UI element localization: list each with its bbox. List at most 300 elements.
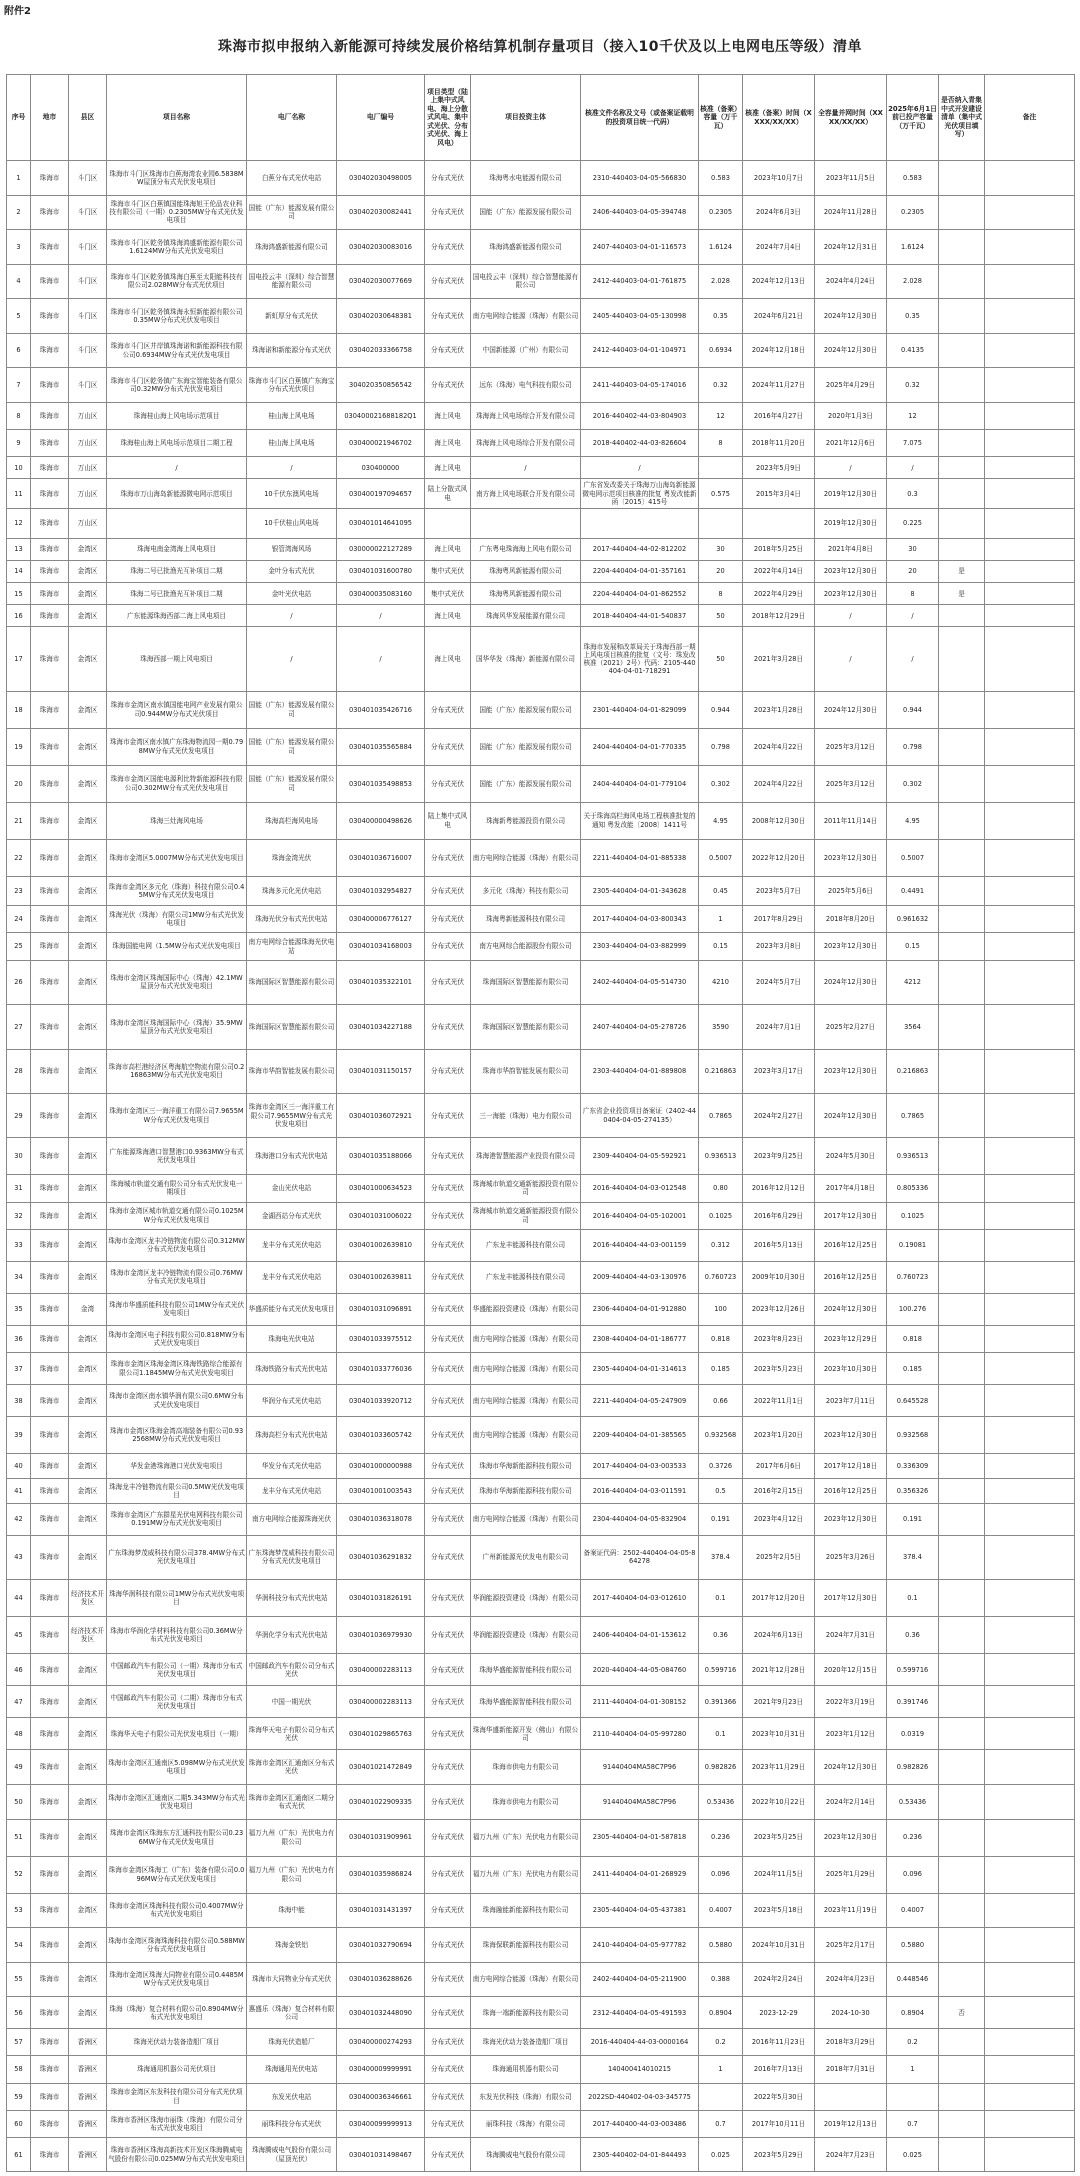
table-cell: 珠海市 xyxy=(31,1750,69,1785)
table-cell: 中国邮政汽车有限公司（二期）珠海市分布式光伏发电项目 xyxy=(107,1686,247,1718)
table-cell: 2024年4月22日 xyxy=(743,765,815,802)
table-cell: 珠海鸿盛新能源有限公司 xyxy=(247,230,337,265)
table-row xyxy=(7,1005,1075,1049)
table-cell: 2411-440403-04-05-174016 xyxy=(581,368,699,403)
table-cell xyxy=(939,933,985,960)
table-cell: 珠海市 xyxy=(31,605,69,627)
table-cell: 27 xyxy=(7,1005,31,1049)
table-cell: 珠海市 xyxy=(31,2056,69,2083)
table-cell: 珠海市 xyxy=(31,1617,69,1654)
table-cell xyxy=(985,429,1075,456)
table-cell: 2 xyxy=(7,195,31,230)
table-cell: 030400000 xyxy=(337,457,425,479)
table-cell: 分布式光伏 xyxy=(425,876,471,906)
table-cell xyxy=(985,1229,1075,1261)
table-cell: 白蕉分布式光伏电站 xyxy=(247,161,337,196)
table-cell: 2024年12月30日 xyxy=(815,299,887,334)
table-cell: 0.19081 xyxy=(887,1229,939,1261)
table-cell: 2018年3月29日 xyxy=(815,2029,887,2056)
table-cell: 0.312 xyxy=(699,1229,743,1261)
table-cell xyxy=(985,1784,1075,1819)
table-cell: 030401035188066 xyxy=(337,1138,425,1175)
table-cell: 珠海市金湾区汇通南区二期5.343MW分布式光伏发电项目 xyxy=(107,1784,247,1819)
table-cell: 10 xyxy=(7,457,31,479)
table-cell xyxy=(985,1293,1075,1325)
table-row xyxy=(7,333,1075,368)
table-cell: 91440404MA58C7P96 xyxy=(581,1784,699,1819)
table-cell: 金叶光伏电站 xyxy=(247,583,337,605)
table-cell: 2024年12月30日 xyxy=(815,333,887,368)
table-cell: 20 xyxy=(699,560,743,582)
table-cell: 珠海市金湾区汇通南区5.098MW分布式光伏发电项目 xyxy=(107,1750,247,1785)
table-cell: 珠海市 xyxy=(31,583,69,605)
table-cell: 斗门区 xyxy=(69,299,107,334)
table-cell: 珠海市金湾区珠海金湾区珠海铁路综合能源有限公司1.1845MW分布式光伏发电项目 xyxy=(107,1353,247,1385)
table-cell: 海上风电 xyxy=(425,457,471,479)
table-cell: 珠海市 xyxy=(31,560,69,582)
table-cell xyxy=(939,429,985,456)
table-cell: 3564 xyxy=(887,1005,939,1049)
table-cell: 2022年10月22日 xyxy=(743,1784,815,1819)
table-cell: 珠海市 xyxy=(31,765,69,802)
table-cell xyxy=(939,1005,985,1049)
table-cell: 42 xyxy=(7,1503,31,1535)
table-cell: 珠海市金湾区南水镇华润有限公司0.6MW分布式光伏发电项目 xyxy=(107,1385,247,1417)
table-cell: 2024年4月24日 xyxy=(815,264,887,299)
table-cell: 珠海市金湾区多元化（珠海）科技有限公司0.45MW分布式光伏发电项目 xyxy=(107,876,247,906)
table-cell: 2022年11月1日 xyxy=(743,1385,815,1417)
table-cell: 珠海市华韵智能发展有限公司 xyxy=(247,1049,337,1093)
table-cell: 0.583 xyxy=(699,161,743,196)
table-cell: 2023年5月9日 xyxy=(743,457,815,479)
table-cell: 1 xyxy=(699,2056,743,2083)
table-cell: 0.7865 xyxy=(699,1093,743,1137)
table-cell: 10千伏东澳风电场 xyxy=(247,479,337,509)
table-cell: 斗门区 xyxy=(69,161,107,196)
table-cell: 50 xyxy=(699,605,743,627)
table-cell: 2023年10月7日 xyxy=(743,161,815,196)
table-row xyxy=(7,1962,1075,1997)
table-cell: 7 xyxy=(7,368,31,403)
table-cell: 0.936513 xyxy=(887,1138,939,1175)
table-cell xyxy=(939,1535,985,1579)
table-cell: 珠海市 xyxy=(31,402,69,429)
table-cell xyxy=(985,333,1075,368)
table-cell: 珠海市斗门区井岸镇珠海诺和新能源科技有限公司0.6934MW分布式光伏发电项目 xyxy=(107,333,247,368)
table-cell: 2019年12月30日 xyxy=(815,479,887,509)
table-cell: 2016年4月27日 xyxy=(743,402,815,429)
table-cell: 华润能源投资建设（珠海）有限公司 xyxy=(471,1617,581,1654)
table-row xyxy=(7,1617,1075,1654)
table-cell: 珠海市 xyxy=(31,2029,69,2056)
table-cell: 2025年2月17日 xyxy=(815,1928,887,1963)
table-cell: 0.225 xyxy=(887,508,939,538)
table-row xyxy=(7,728,1075,765)
table-cell: 0.3726 xyxy=(699,1454,743,1479)
table-cell: 2016年12月12日 xyxy=(743,1175,815,1202)
table-cell: 分布式光伏 xyxy=(425,1229,471,1261)
table-cell: 珠海市 xyxy=(31,960,69,1004)
table-cell: 2407-440404-04-05-278726 xyxy=(581,1005,699,1049)
column-header: 全容量并网时间（XXXX/XX/XX） xyxy=(815,75,887,161)
table-cell xyxy=(985,627,1075,691)
table-cell: 珠海市金湾区电子科技有限公司0.818MW分布式光伏发电项目 xyxy=(107,1325,247,1352)
table-cell xyxy=(985,1718,1075,1750)
table-row xyxy=(7,195,1075,230)
table-cell: / xyxy=(815,605,887,627)
table-cell xyxy=(985,1325,1075,1352)
table-cell: 2024年2月24日 xyxy=(743,1962,815,1997)
table-row xyxy=(7,2029,1075,2056)
table-cell: 珠海市 xyxy=(31,906,69,933)
table-cell: 珠海一端新能源科技有限公司 xyxy=(471,1997,581,2029)
column-header: 核准文件名称及文号（或备案证载明的投资项目统一代码） xyxy=(581,75,699,161)
table-cell xyxy=(939,333,985,368)
table-row xyxy=(7,2137,1075,2172)
table-cell: 030401036288626 xyxy=(337,1962,425,1997)
table-cell: 030401033920712 xyxy=(337,1385,425,1417)
table-cell: 030401032954827 xyxy=(337,876,425,906)
table-row xyxy=(7,1138,1075,1175)
column-header: 2025年6月1日前已投产容量（万千瓦） xyxy=(887,75,939,161)
table-cell: 珠海腾威电气股份有限公司（屋顶光伏） xyxy=(247,2137,337,2172)
table-cell: 2023年12月30日 xyxy=(815,1049,887,1093)
table-cell: 2023年4月12日 xyxy=(743,1503,815,1535)
table-cell xyxy=(985,1138,1075,1175)
table-cell: 24 xyxy=(7,906,31,933)
table-cell: 华盛能源投资建设（珠海）有限公司 xyxy=(471,1293,581,1325)
table-cell: 香洲区 xyxy=(69,2110,107,2137)
table-cell: 珠海国际区智慧能源有限公司 xyxy=(247,1005,337,1049)
table-cell: 珠海市 xyxy=(31,538,69,560)
table-cell: 0.805336 xyxy=(887,1175,939,1202)
table-cell: 分布式光伏 xyxy=(425,2056,471,2083)
table-cell: 珠海市斗门区珠海市白蕉海湾农业园6.5838MW屋顶分布式光伏发电项目 xyxy=(107,161,247,196)
table-row xyxy=(7,627,1075,691)
table-row xyxy=(7,1202,1075,1229)
table-cell: 61 xyxy=(7,2137,31,2172)
table-cell xyxy=(699,457,743,479)
table-cell: 国电投云丰（深圳）综合智慧能源有限公司 xyxy=(471,264,581,299)
table-cell: 珠海金湾光伏 xyxy=(247,839,337,876)
table-cell: 2412-440403-04-01-761875 xyxy=(581,264,699,299)
table-cell: 珠海多元化光伏电站 xyxy=(247,876,337,906)
table-cell: 珠海市 xyxy=(31,1893,69,1928)
table-cell: 55 xyxy=(7,1962,31,1997)
table-cell: 金湾区 xyxy=(69,1784,107,1819)
table-cell: 2025年5月6日 xyxy=(815,876,887,906)
table-cell xyxy=(939,1928,985,1963)
table-cell: 广东珠海梦茂威科技有限公司378.4MW分布式光伏发电项目 xyxy=(107,1535,247,1579)
table-cell: 0.66 xyxy=(699,1385,743,1417)
table-cell: 030400002283113 xyxy=(337,1654,425,1686)
table-cell: 珠海市 xyxy=(31,299,69,334)
table-cell: 广东省企业投资项目备案证（2402-440404-04-05-274135） xyxy=(581,1093,699,1137)
table-cell: 39 xyxy=(7,1417,31,1454)
table-cell xyxy=(939,1478,985,1503)
table-cell: 桂山海上风电场 xyxy=(247,402,337,429)
table-cell: / xyxy=(581,457,699,479)
table-cell: 远东（珠海）电气科技有限公司 xyxy=(471,368,581,403)
table-cell xyxy=(939,1686,985,1718)
table-cell: 金湾区 xyxy=(69,802,107,839)
table-row xyxy=(7,508,1075,538)
table-cell: 12 xyxy=(699,402,743,429)
table-cell: 金湾区 xyxy=(69,1175,107,1202)
table-body xyxy=(7,161,1075,2172)
table-cell xyxy=(107,508,247,538)
table-cell xyxy=(939,2110,985,2137)
table-cell: 4210 xyxy=(699,960,743,1004)
table-cell: 030402030077669 xyxy=(337,264,425,299)
table-cell: 珠海城市轨道交通有限公司分布式光伏发电一期项目 xyxy=(107,1175,247,1202)
table-cell: 珠海市 xyxy=(31,264,69,299)
table-cell xyxy=(985,264,1075,299)
table-cell: 2023年9月25日 xyxy=(743,1138,815,1175)
table-cell: 6 xyxy=(7,333,31,368)
table-cell: 珠海电光伏电站 xyxy=(247,1325,337,1352)
table-cell: 金湾区 xyxy=(69,839,107,876)
table-cell: 40 xyxy=(7,1454,31,1479)
table-row xyxy=(7,479,1075,509)
table-cell: 7.075 xyxy=(887,429,939,456)
table-cell: 47 xyxy=(7,1686,31,1718)
table-cell: 2024年4月23日 xyxy=(815,1962,887,1997)
table-cell: 香洲区 xyxy=(69,2137,107,2172)
table-cell: 万山区 xyxy=(69,479,107,509)
table-cell xyxy=(985,1819,1075,1856)
table-cell: 珠海市 xyxy=(31,691,69,728)
table-cell xyxy=(985,508,1075,538)
table-cell xyxy=(425,508,471,538)
table-cell xyxy=(985,299,1075,334)
table-cell: 2305-440404-04-01-587818 xyxy=(581,1819,699,1856)
table-cell: 分布式光伏 xyxy=(425,1454,471,1479)
table-cell: 0.1 xyxy=(699,1718,743,1750)
table-cell: 陆上集中式风电 xyxy=(425,802,471,839)
table-cell: 珠海市 xyxy=(31,161,69,196)
table-cell: 斗门区 xyxy=(69,230,107,265)
table-row xyxy=(7,230,1075,265)
table-row xyxy=(7,560,1075,582)
table-cell: 国能（广东）能源发展有限公司 xyxy=(471,728,581,765)
table-cell: 珠海市 xyxy=(31,802,69,839)
table-cell: 2024年12月30日 xyxy=(815,691,887,728)
table-cell: 珠海国际区智慧能源有限公司 xyxy=(471,960,581,1004)
table-cell: 2017年12月30日 xyxy=(815,1580,887,1617)
table-cell xyxy=(939,508,985,538)
table-cell: 珠海市发展和改革局关于珠海西部一期上风电项目核准的批复（文号：珠发改核准（2021）2号）代码：2105-440404-04-01-718291 xyxy=(581,627,699,691)
table-cell: 国能（广东）能源发展有限公司 xyxy=(247,691,337,728)
table-cell: 0.36 xyxy=(699,1617,743,1654)
table-cell: 030401035426716 xyxy=(337,691,425,728)
table-cell: / xyxy=(887,605,939,627)
table-row xyxy=(7,2056,1075,2083)
table-cell: 2024年6月3日 xyxy=(743,195,815,230)
table-cell: 珠海市 xyxy=(31,457,69,479)
table-cell: 50 xyxy=(7,1784,31,1819)
table-cell: 030401031431397 xyxy=(337,1893,425,1928)
table-cell: 0.7 xyxy=(699,2110,743,2137)
table-cell: 0.760723 xyxy=(887,1261,939,1293)
table-cell: 东发光伏科技（珠海）有限公司 xyxy=(471,2083,581,2110)
table-cell: 030402030648381 xyxy=(337,299,425,334)
table-cell xyxy=(939,1962,985,1997)
table-cell: 2023年1月20日 xyxy=(743,1417,815,1454)
table-cell: 珠海通用机器有限公司 xyxy=(471,2056,581,2083)
table-cell xyxy=(985,230,1075,265)
table-cell: 0.096 xyxy=(887,1856,939,1893)
table-cell xyxy=(985,2083,1075,2110)
table-cell: 珠海市 xyxy=(31,933,69,960)
table-cell: 030401001003543 xyxy=(337,1478,425,1503)
table-cell: 金湾区 xyxy=(69,605,107,627)
table-cell xyxy=(985,161,1075,196)
table-cell: 2017年12月20日 xyxy=(743,1580,815,1617)
table-cell: 0.5 xyxy=(699,1478,743,1503)
table-cell: 2024年2月27日 xyxy=(743,1093,815,1137)
table-cell xyxy=(939,1293,985,1325)
table-cell xyxy=(939,299,985,334)
table-cell: 2019年12月30日 xyxy=(815,508,887,538)
table-cell: 金湾区 xyxy=(69,1503,107,1535)
table-cell: 0.388 xyxy=(699,1962,743,1997)
table-cell: 华润分布式光伏电站 xyxy=(247,1385,337,1417)
table-cell xyxy=(985,1580,1075,1617)
table-cell: 国能（广东）能源发展有限公司 xyxy=(247,195,337,230)
table-cell: 2111-440404-04-01-308152 xyxy=(581,1686,699,1718)
table-cell: 0.1 xyxy=(887,1580,939,1617)
table-cell: 2024年4月22日 xyxy=(743,728,815,765)
table-row xyxy=(7,538,1075,560)
table-cell: 金湾区 xyxy=(69,1819,107,1856)
table-cell: / xyxy=(815,457,887,479)
table-cell: 珠海市 xyxy=(31,1138,69,1175)
table-cell xyxy=(939,264,985,299)
table-cell: 15 xyxy=(7,583,31,605)
table-cell xyxy=(939,1617,985,1654)
table-cell xyxy=(939,1503,985,1535)
table-cell: 珠海华盛新能源开发（佛山）有限公司 xyxy=(471,1718,581,1750)
table-cell: 分布式光伏 xyxy=(425,368,471,403)
table-cell: 0.982826 xyxy=(887,1750,939,1785)
table-cell: 三一海能（珠海）电力有限公司 xyxy=(471,1093,581,1137)
table-cell: 2020年12月15日 xyxy=(815,1654,887,1686)
table-cell: 金湾区 xyxy=(69,876,107,906)
table-cell: 珠海市 xyxy=(31,1229,69,1261)
table-cell: 分布式光伏 xyxy=(425,691,471,728)
table-cell: 2412-440403-04-01-104971 xyxy=(581,333,699,368)
table-cell: 南方海上风电场联合开发有限公司 xyxy=(471,479,581,509)
table-cell: 金叶分布式光伏 xyxy=(247,560,337,582)
table-cell xyxy=(939,1750,985,1785)
table-cell: 分布式光伏 xyxy=(425,839,471,876)
column-header: 县区 xyxy=(69,75,107,161)
table-cell: 2303-440404-04-03-882999 xyxy=(581,933,699,960)
table-cell: 8 xyxy=(699,583,743,605)
table-cell xyxy=(939,1353,985,1385)
table-cell: 0.15 xyxy=(887,933,939,960)
table-cell: 2018年8月20日 xyxy=(815,906,887,933)
table-cell: 海上风电 xyxy=(425,627,471,691)
table-cell: 金湾区 xyxy=(69,906,107,933)
table-cell: 2025年3月12日 xyxy=(815,765,887,802)
table-cell: 0.3 xyxy=(887,479,939,509)
table-cell: 35 xyxy=(7,1293,31,1325)
table-cell: 2305-440404-04-01-343628 xyxy=(581,876,699,906)
table-cell: 2204-440404-04-01-862552 xyxy=(581,583,699,605)
table-cell: 030401033605742 xyxy=(337,1417,425,1454)
table-cell: 金湾区 xyxy=(69,538,107,560)
table-cell xyxy=(939,1325,985,1352)
table-cell: 广东粤电珠海海上风电有限公司 xyxy=(471,538,581,560)
table-cell: 珠海市万山海岛新能源微电网示范项目 xyxy=(107,479,247,509)
table-cell: 030401033975512 xyxy=(337,1325,425,1352)
table-cell: 斗门区 xyxy=(69,264,107,299)
table-cell: 金湾区 xyxy=(69,1093,107,1137)
table-cell: 分布式光伏 xyxy=(425,1261,471,1293)
table-cell: 2016-440404-44-03-001159 xyxy=(581,1229,699,1261)
table-cell: 030401034168003 xyxy=(337,933,425,960)
table-cell: 0.5007 xyxy=(887,839,939,876)
table-cell: 0.8904 xyxy=(887,1997,939,2029)
table-cell: 华润能源投资建设（珠海）有限公司 xyxy=(471,1580,581,1617)
table-cell: 2406-440404-04-01-153612 xyxy=(581,1617,699,1654)
table-cell: 金湾 xyxy=(69,1293,107,1325)
table-cell: 0.0319 xyxy=(887,1718,939,1750)
table-cell: 2404-440404-04-01-779104 xyxy=(581,765,699,802)
table-cell xyxy=(985,1856,1075,1893)
table-cell: 分布式光伏 xyxy=(425,1478,471,1503)
table-cell: 珠海市 xyxy=(31,1503,69,1535)
table-cell: 0.448546 xyxy=(887,1962,939,1997)
table-cell: 2017年12月18日 xyxy=(815,1454,887,1479)
table-cell xyxy=(985,1654,1075,1686)
table-cell: 分布式光伏 xyxy=(425,728,471,765)
table-cell: 2021年12月6日 xyxy=(815,429,887,456)
table-cell: 珠海市金湾区三一海洋重工有限公司7.9655MW分布式光伏发电项目 xyxy=(107,1093,247,1137)
table-cell: 珠海港口分布式光伏电站 xyxy=(247,1138,337,1175)
table-cell xyxy=(939,368,985,403)
table-cell: 2018年7月31日 xyxy=(815,2056,887,2083)
table-cell: 珠海风华发展能源有限公司 xyxy=(471,605,581,627)
table-cell: 2402-440404-04-05-211900 xyxy=(581,1962,699,1997)
table-cell xyxy=(985,1202,1075,1229)
table-cell: 46 xyxy=(7,1654,31,1686)
table-cell: 中国一期光伏 xyxy=(247,1686,337,1718)
column-header: 备注 xyxy=(985,75,1075,161)
table-row xyxy=(7,1819,1075,1856)
column-header: 地市 xyxy=(31,75,69,161)
table-cell: 0.391746 xyxy=(887,1686,939,1718)
table-cell: 珠海市 xyxy=(31,1049,69,1093)
table-cell: 1.6124 xyxy=(699,230,743,265)
table-cell xyxy=(985,1535,1075,1579)
table-cell: 2016年5月13日 xyxy=(743,1229,815,1261)
table-cell: 珠海城市轨道交通新能源投资有限公司 xyxy=(471,1175,581,1202)
table-cell xyxy=(985,1750,1075,1785)
table-cell: 2023年3月17日 xyxy=(743,1049,815,1093)
table-cell: 2018-440402-44-03-826604 xyxy=(581,429,699,456)
table-cell: 0.1025 xyxy=(887,1202,939,1229)
table-cell: 2023年12月30日 xyxy=(815,1503,887,1535)
table-cell: 030400006776127 xyxy=(337,906,425,933)
table-cell: 珠海高栏分布式光伏电站 xyxy=(247,1417,337,1454)
table-cell: 2016-440404-04-03-012548 xyxy=(581,1175,699,1202)
table-cell: 34 xyxy=(7,1261,31,1293)
table-cell: 030401036979930 xyxy=(337,1617,425,1654)
table-cell: 2024年5月30日 xyxy=(815,1138,887,1175)
